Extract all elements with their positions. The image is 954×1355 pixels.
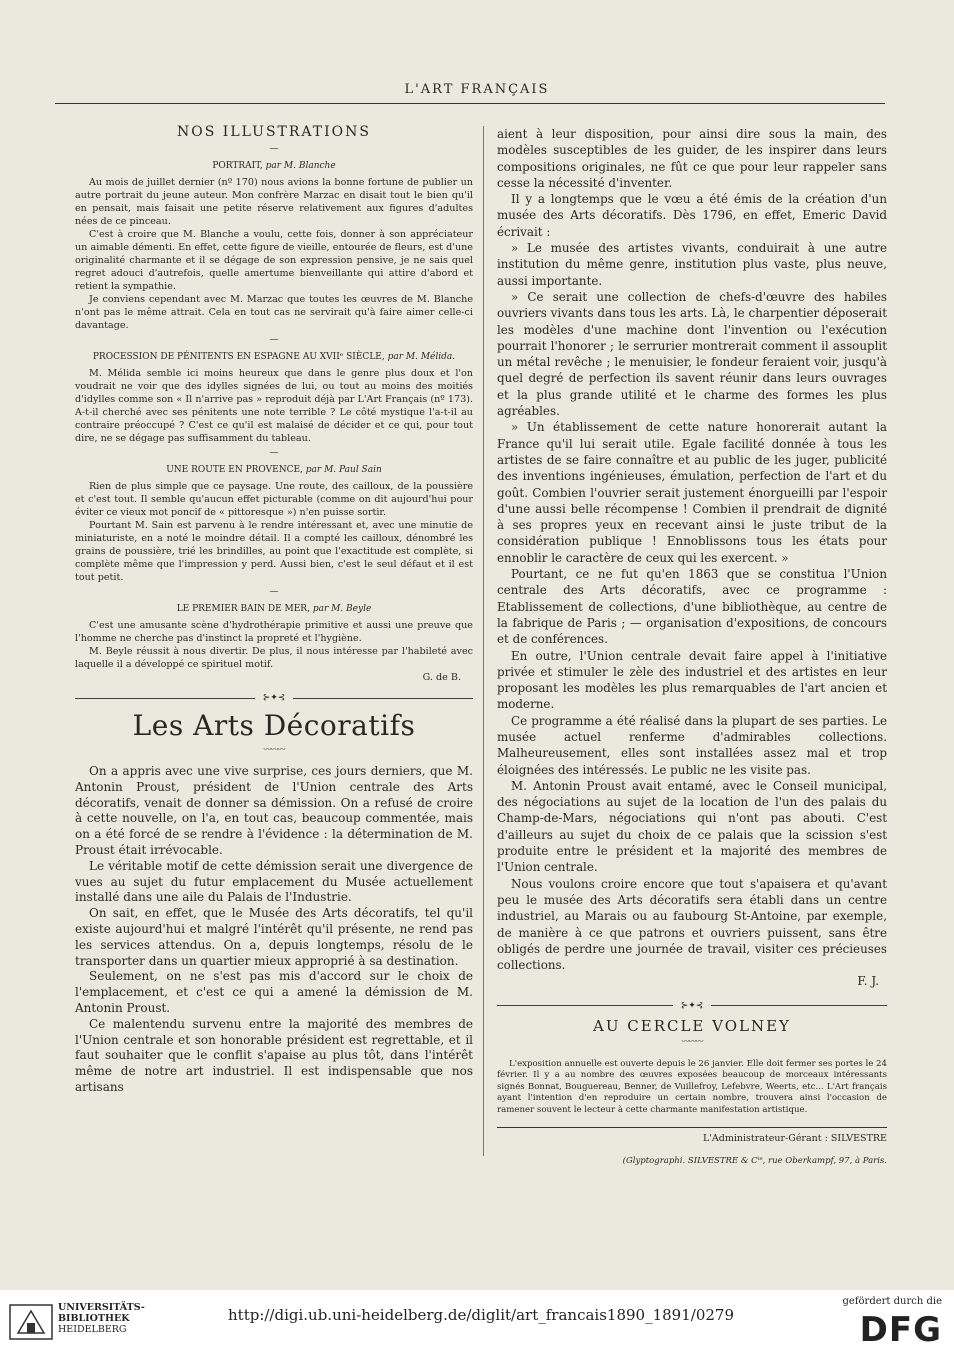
- paragraph: Nous voulons croire encore que tout s'apaisera et qu'avant peu le musée des Arts décoratifs sera établi dans un centre industriel, au Marais ou au faubourg St-Antoine, par exemple, de manière à ce que patrons et ouvriers puissent, sans être obligés de perdre une journée de travail, visiter ces précieuses collections.: [497, 876, 887, 973]
- administrator-line: L'Administrateur-Gérant : SILVESTRE: [702, 1132, 887, 1144]
- paragraph: C'est une amusante scène d'hydrothérapie primitive et aussi une preuve que l'homme ne cherche pas d'instinct la propreté et l'hygiène.: [75, 620, 473, 644]
- paragraph: M. Antonin Proust avait entamé, avec le Conseil municipal, des négociations au sujet de la location de l'un des palais du Champ-de-Mars, négociations qui n'ont pas abouti. C'est d'ailleurs au sujet du choix de ce palais que la scission s'est produite entre le président et la majorité des membres de l'Union centrale.: [497, 778, 887, 875]
- page-header: L'ART FRANÇAIS: [404, 82, 550, 97]
- ornament-icon: ⊱✦⊰: [680, 1000, 704, 1011]
- paragraph: Le véritable motif de cette démission serait une divergence de vues au sujet du futur emplacement du Musée actuellement installé dans une aile du Palais de l'Industrie.: [75, 858, 473, 905]
- paragraph: L'exposition annuelle est ouverte depuis le 26 janvier. Elle doit fermer ses portes le 24 février. Il y a au nombre des œuvres exposées beaucoup de morceaux intéressants signés Bonnat, Bouguereau, Benner, de Vuillefroy, Lefebvre, Weerts, etc... L'Art français ayant l'intention d'en reproduire un certain nombre, trouvera ainsi l'occasion de ramener souvent le lecteur à cette charmante manifestation artistique.: [497, 1058, 887, 1115]
- paragraph: Pourtant, ce ne fut qu'en 1863 que se constitua l'Union centrale des Arts décoratifs, avec ce programme : Etablissement de collections, d'une bibliothèque, au centre de la fabrique de Paris ; — organisation d'expositions, de concours et de conférences.: [497, 567, 887, 647]
- paragraph: » Un établissement de cette nature honorerait autant la France qu'il lui serait utile. Egale facilité donnée à tous les artistes de se faire connaître et au public de les juger, publicité des inventions ingénieuses, émulation, perfection de l'art et du goût. Combien l'ouvrier serait justement énorgueilli par l'espoir d'une aussi belle récompense ! Combien il prendrait de dignité à ses propres yeux en recevant ainsi le juste tribut de la considération publique ! Ennoblissons tous les états pour ennoblir le caractère de ceux qui les exercent. »: [497, 420, 887, 565]
- ornament-divider: [75, 692, 473, 705]
- dash: —: [269, 144, 279, 154]
- admin-rule: [497, 1127, 887, 1128]
- left-column: [75, 126, 473, 1096]
- library-name: UNIVERSITÄTS- BIBLIOTHEK HEIDELBERG: [58, 1302, 145, 1335]
- item-title: PROCESSION DE PÉNITENTS EN ESPAGNE AU XVIIᵉ SIÈCLE, par M. Mélida.: [92, 352, 456, 362]
- dash: —: [269, 587, 279, 597]
- paragraph: aient à leur disposition, pour ainsi dire sous la main, des modèles susceptibles de les guider, de les inspirer dans leurs compositions originales, ne fût ce que pour leur rappeler sans cesse la nécessité d'inventer.: [497, 127, 887, 190]
- item-title: UNE ROUTE EN PROVENCE, par M. Paul Sain: [166, 465, 382, 475]
- section-title-cercle: AU CERCLE VOLNEY: [593, 1017, 791, 1036]
- wavy-rule: 〰〰〰: [681, 1037, 703, 1047]
- paragraph: Ce programme a été réalisé dans la plupart de ses parties. Le musée actuel renferme d'admirables collections. Malheureusement, elles sont installées assez mal et trop éloignées des intéressés. Le public ne les visite pas.: [497, 713, 887, 777]
- paragraph: C'est à croire que M. Blanche a voulu, cette fois, donner à son appréciateur un aimable démenti. En effet, cette figure de vieille, entourée de fleurs, est d'une originalité charmante et il se dégage de son expression pensive, je ne sais quel regret adouci d'autrefois, quelle amertume bienveillante qui attire d'abord et retient la sympathie.: [75, 229, 473, 292]
- header-rule: [55, 103, 885, 104]
- signoff: G. de B.: [422, 672, 461, 683]
- paragraph: Il y a longtemps que le vœu a été émis de la création d'un musée des Arts décoratifs. Dès 1796, en effet, Emeric David écrivait :: [497, 192, 887, 239]
- paragraph: Seulement, on ne s'est pas mis d'accord sur le choix de l'emplacement, et c'est ce qui a amené la démission de M. Antonin Proust.: [75, 969, 473, 1015]
- paragraph: » Ce serait une collection de chefs-d'œuvre des habiles ouvriers vivants dans tous les arts. Là, le charpentier déposerait les modèles d'une machine dont l'invention ou l'exécution pourrait l'honorer ; le serrurier montrerait comment il assouplit un métal revêche ; le menuisier, le fondeur feraient voir, jusqu'à quel degré de perfection ils savent réunir dans leurs ouvrages et la plus grande utilité et le charme des formes les plus agréables.: [497, 289, 887, 419]
- funded-by-label: gefördert durch die: [842, 1296, 942, 1307]
- source-url-link[interactable]: http://digi.ub.uni-heidelberg.de/diglit/art_francais1890_1891/0279: [228, 1306, 734, 1324]
- wavy-rule: 〰〰〰: [263, 745, 285, 754]
- university-seal-icon: [8, 1303, 54, 1341]
- column-divider: [483, 126, 484, 1156]
- paragraph: On sait, en effet, que le Musée des Arts décoratifs, tel qu'il existe aujourd'hui et malgré l'intérêt qu'il présente, ne rend pas les services attendus. On a, depuis longtemps, résolu de le transporter dans un quartier mieux approprié à sa destination.: [75, 906, 473, 968]
- paragraph: Pourtant M. Sain est parvenu à le rendre intéressant et, avec une minutie de miniaturiste, en a noté le moindre détail. Il a compté les cailloux, dénombré les grains de poussière, trié les brindilles, au point que l'exactitude est complète, si complète même que l'impression y perd. Aussi bien, c'est le seul défaut et il est tout petit.: [75, 520, 473, 583]
- dash: —: [269, 448, 279, 458]
- article-body: [75, 764, 473, 1096]
- paragraph: Ce malentendu survenu entre la majorité des membres de l'Union centrale et son honorable président est regrettable, et il faut souhaiter que le conflit s'apaise au plus tôt, dans l'intérêt même de notre art industriel. Il est indispensable que nos artisans: [75, 1016, 473, 1094]
- article-title: Les Arts Décoratifs: [132, 709, 416, 742]
- paragraph: Rien de plus simple que ce paysage. Une route, des cailloux, de la poussière et c'est tout. Il semble qu'aucun effet picturable (comme on dit aujourd'hui pour éviter ce vieux mot poncif de « pittoresque ») n'en puisse sortir.: [75, 481, 473, 518]
- paragraph: Je conviens cependant avec M. Marzac que toutes les œuvres de M. Blanche n'ont pas le même attrait. Cela en tout cas ne servirait qu'à faire aimer celle-ci davantage.: [75, 294, 473, 331]
- dash: —: [269, 335, 279, 345]
- item-title: PORTRAIT, par M. Blanche: [212, 161, 336, 171]
- dfg-logo: DFG: [859, 1310, 942, 1350]
- paragraph: En outre, l'Union centrale devait faire appel à l'initiative privée et stimuler le zèle des industriel et des artistes en leur proposant les modèles les plus remarquables de l'art ancien et moderne.: [497, 648, 887, 712]
- paragraph: Au mois de juillet dernier (nº 170) nous avions la bonne fortune de publier un autre portrait du jeune auteur. Mon confrère Marzac en disait tout le bien qu'il en pensait, mais faisait une petite réserve relativement aux figures d'adultes nées de ce pinceau.: [75, 177, 473, 227]
- cercle-text: [497, 1059, 887, 1117]
- paragraph: » Le musée des artistes vivants, conduirait à une autre institution du même genre, institution plus vaste, plus neuve, aussi importante.: [497, 241, 887, 288]
- paragraph: On a appris avec une vive surprise, ces jours derniers, que M. Antonin Proust, président de l'Union centrale des Arts décoratifs, venait de donner sa démission. On a refusé de croire à cette nouvelle, on l'a, en tout cas, beaucoup commentée, mais on a été forcé de se rendre à l'évidence : la détermination de M. Proust était irrévocable.: [75, 764, 473, 857]
- ornament-icon: ⊱✦⊰: [262, 693, 286, 703]
- paragraph: M. Mélida semble ici moins heureux que dans le genre plus doux et l'on voudrait ne voir que des idylles signées de lui, ou tout au moins des moitiés d'idylles comme son « Il n'arrive pas » reproduit déjà par L'Art Français (nº 173). A-t-il cherché avec ses pénitents une note terrible ? Le côté mystique l'a-t-il au contraire préoccupé ? C'est ce qu'il est malaisé de décider et ce qui, pour tout dire, ne se dégage pas suffisamment du tableau.: [75, 368, 473, 444]
- paragraph: M. Beyle réussit à nous divertir. De plus, il nous intéresse par l'habileté avec laquelle il a développé ce spirituel motif.: [75, 646, 473, 670]
- item-title: LE PREMIER BAIN DE MER, par M. Beyle: [176, 604, 372, 614]
- printer-line: (Glyptographi. SILVESTRE & Cⁱᵉ, rue Oberkampf, 97, à Paris.: [622, 1155, 887, 1166]
- signoff: F. J.: [857, 974, 879, 989]
- section-title-illustrations: NOS ILLUSTRATIONS: [177, 124, 371, 140]
- ornament-divider: [497, 998, 887, 1014]
- right-column: [497, 126, 887, 1169]
